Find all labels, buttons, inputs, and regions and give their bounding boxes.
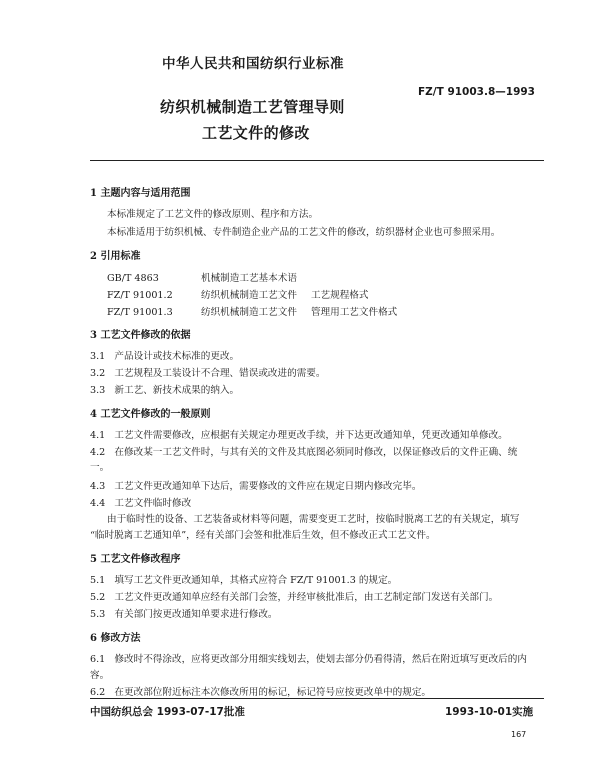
section-1-paragraph: 本标准规定了工艺文件的修改原则、程序和方法。 [107,209,319,220]
clause-number: 5.2 [90,592,106,603]
clause-number: 5.3 [90,609,106,620]
clause-number: 6.2 [90,687,106,698]
reference-extra: 管理用工艺文件格式 [310,307,398,318]
reference-name: 机械制造工艺基本术语 [201,273,297,284]
clause-item [90,444,517,458]
page-number: 167 [511,730,527,739]
clause-number: 6.1 [90,654,106,665]
clause-text: 新工艺、新技术成果的纳入。 [114,385,240,396]
clause-item [90,382,239,396]
clause-text: 工艺文件需要修改，应根据有关规定办理更改手续，并下达更改通知单，凭更改通知单修改。 [114,430,508,441]
clause-text: 在更改部位附近标注本次修改所用的标记，标记符号应按更改单中的规定。 [114,687,432,698]
document-title: 纺织机械制造工艺管理导则 [160,98,345,116]
document-subtitle: 工艺文件的修改 [202,124,310,142]
reference-code: FZ/T 91001.2 [107,290,173,301]
clause-text: 填写工艺文件更改通知单，其格式应符合 FZ/T 91001.3 的规定。 [114,575,398,586]
clause-item [90,572,397,586]
clause-text: 产品设计或技术标准的更改。 [114,351,240,362]
clause-text: 在修改某一工艺文件时，与其有关的文件及其底图必须同时修改，以保证修改后的文件正确、统 [114,447,518,458]
clause-number: 3.1 [90,351,106,362]
section-1-paragraph: 本标准适用于纺织机械、专件制造企业产品的工艺文件的修改，纺织器材企业也可参照采用。 [107,227,501,238]
reference-extra: 工艺规程格式 [310,290,369,301]
clause-item [90,348,239,362]
clause-text: 有关部门按更改通知单要求进行修改。 [114,609,278,620]
reference-item [107,304,397,318]
clause-number: 4.4 [90,498,106,509]
clause-item [90,684,431,698]
reference-name: 纺织机械制造工艺文件 [201,290,297,301]
clause-item [90,589,498,603]
clause-item [90,427,508,441]
section-4-heading: 4 工艺文件修改的一般原则 [90,409,211,420]
section-3-heading: 3 工艺文件修改的依据 [90,330,191,341]
section-1-heading: 1 主题内容与适用范围 [90,188,191,199]
clause-number: 3.2 [90,368,106,379]
section-6-heading: 6 修改方法 [90,633,141,644]
clause-number: 4.3 [90,481,106,492]
reference-code: FZ/T 91001.3 [107,307,173,318]
clause-item [90,365,325,379]
section-5-heading: 5 工艺文件修改程序 [90,554,181,565]
clause-continuation: 一。 [90,462,110,473]
reference-code: GB/T 4863 [107,273,159,284]
reference-name: 纺织机械制造工艺文件 [201,307,297,318]
clause-number: 4.2 [90,447,106,458]
clause-paragraph: “临时脱离工艺通知单”，经有关部门会签和批准后生效，但不修改正式工艺文件。 [90,530,436,541]
header-rule [90,160,544,161]
section-2-heading: 2 引用标准 [90,251,141,262]
clause-item [90,606,278,620]
clause-number: 5.1 [90,575,106,586]
industry-standard-title: 中华人民共和国纺织行业标准 [162,56,344,72]
clause-number: 4.1 [90,430,106,441]
footer-rule [90,698,544,699]
clause-number: 3.3 [90,385,106,396]
approval-line: 中国纺织总会 1993-07-17批准 [90,706,245,718]
clause-item [90,478,421,492]
clause-text: 修改时不得涂改，应将更改部分用细实线划去，使划去部分仍看得清，然后在附近填写更改后的内 [114,654,527,665]
clause-text: 工艺规程及工装设计不合理、错误或改进的需要。 [114,368,326,379]
clause-text: 工艺文件临时修改 [114,498,192,509]
standard-code: FZ/T 91003.8—1993 [418,86,535,98]
reference-item [107,270,311,284]
implementation-line: 1993-10-01实施 [445,706,534,718]
clause-item [90,495,191,509]
clause-paragraph: 由于临时性的设备、工艺装备或材料等问题，需要变更工艺时，按临时脱离工艺的有关规定，填写 [107,514,520,525]
clause-continuation: 容。 [90,670,110,681]
clause-text: 工艺文件更改通知单下达后，需要修改的文件应在规定日期内修改完毕。 [114,481,422,492]
clause-text: 工艺文件更改通知单应经有关部门会签，并经审核批准后，由工艺制定部门发送有关部门。 [114,592,499,603]
clause-item [90,651,527,665]
reference-item [107,287,369,301]
